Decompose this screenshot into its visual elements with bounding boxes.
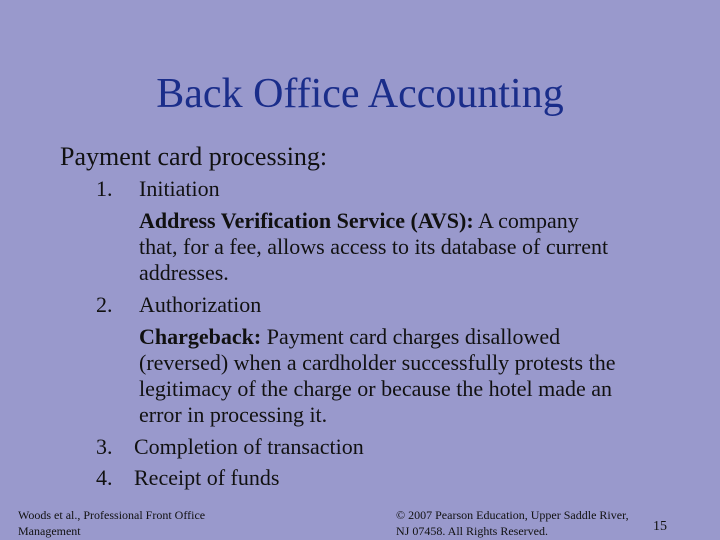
item-2-number: 2. xyxy=(96,292,113,317)
page-number: 15 xyxy=(653,519,667,534)
item-1-definition-line-3: addresses. xyxy=(139,260,229,285)
slide-title: Back Office Accounting xyxy=(156,71,564,117)
footer-left-line-1: Woods et al., Professional Front Office xyxy=(18,508,206,522)
item-1-number: 1. xyxy=(96,176,113,201)
item-2-definition-line-1 xyxy=(139,324,560,350)
item-1-label: Initiation xyxy=(139,176,220,201)
chargeback-definition-part-1: Payment card charges disallowed xyxy=(261,324,561,349)
item-3-label: Completion of transaction xyxy=(134,434,364,459)
item-3-number: 3. xyxy=(96,434,113,459)
subtitle: Payment card processing: xyxy=(60,142,328,171)
item-2-definition-line-2: (reversed) when a cardholder successfully protests the xyxy=(139,350,616,375)
item-2-label: Authorization xyxy=(139,292,262,317)
item-4-number: 4. xyxy=(96,465,113,490)
item-4-label: Receipt of funds xyxy=(134,465,280,490)
avs-term: Address Verification Service (AVS): xyxy=(139,208,474,233)
footer-left-line-2: Management xyxy=(18,524,81,538)
item-1-definition-line-1 xyxy=(139,208,579,234)
item-2-definition-line-4: error in processing it. xyxy=(139,402,328,427)
avs-definition-part-1: A company xyxy=(473,208,579,233)
footer-right-line-1: © 2007 Pearson Education, Upper Saddle River, xyxy=(396,508,629,522)
item-1-definition-line-2: that, for a fee, allows access to its database of current xyxy=(139,234,609,259)
item-2-definition-line-3: legitimacy of the charge or because the hotel made an xyxy=(139,376,612,401)
footer-right-line-2: NJ 07458. All Rights Reserved. xyxy=(396,524,548,538)
chargeback-term: Chargeback: xyxy=(139,324,262,349)
